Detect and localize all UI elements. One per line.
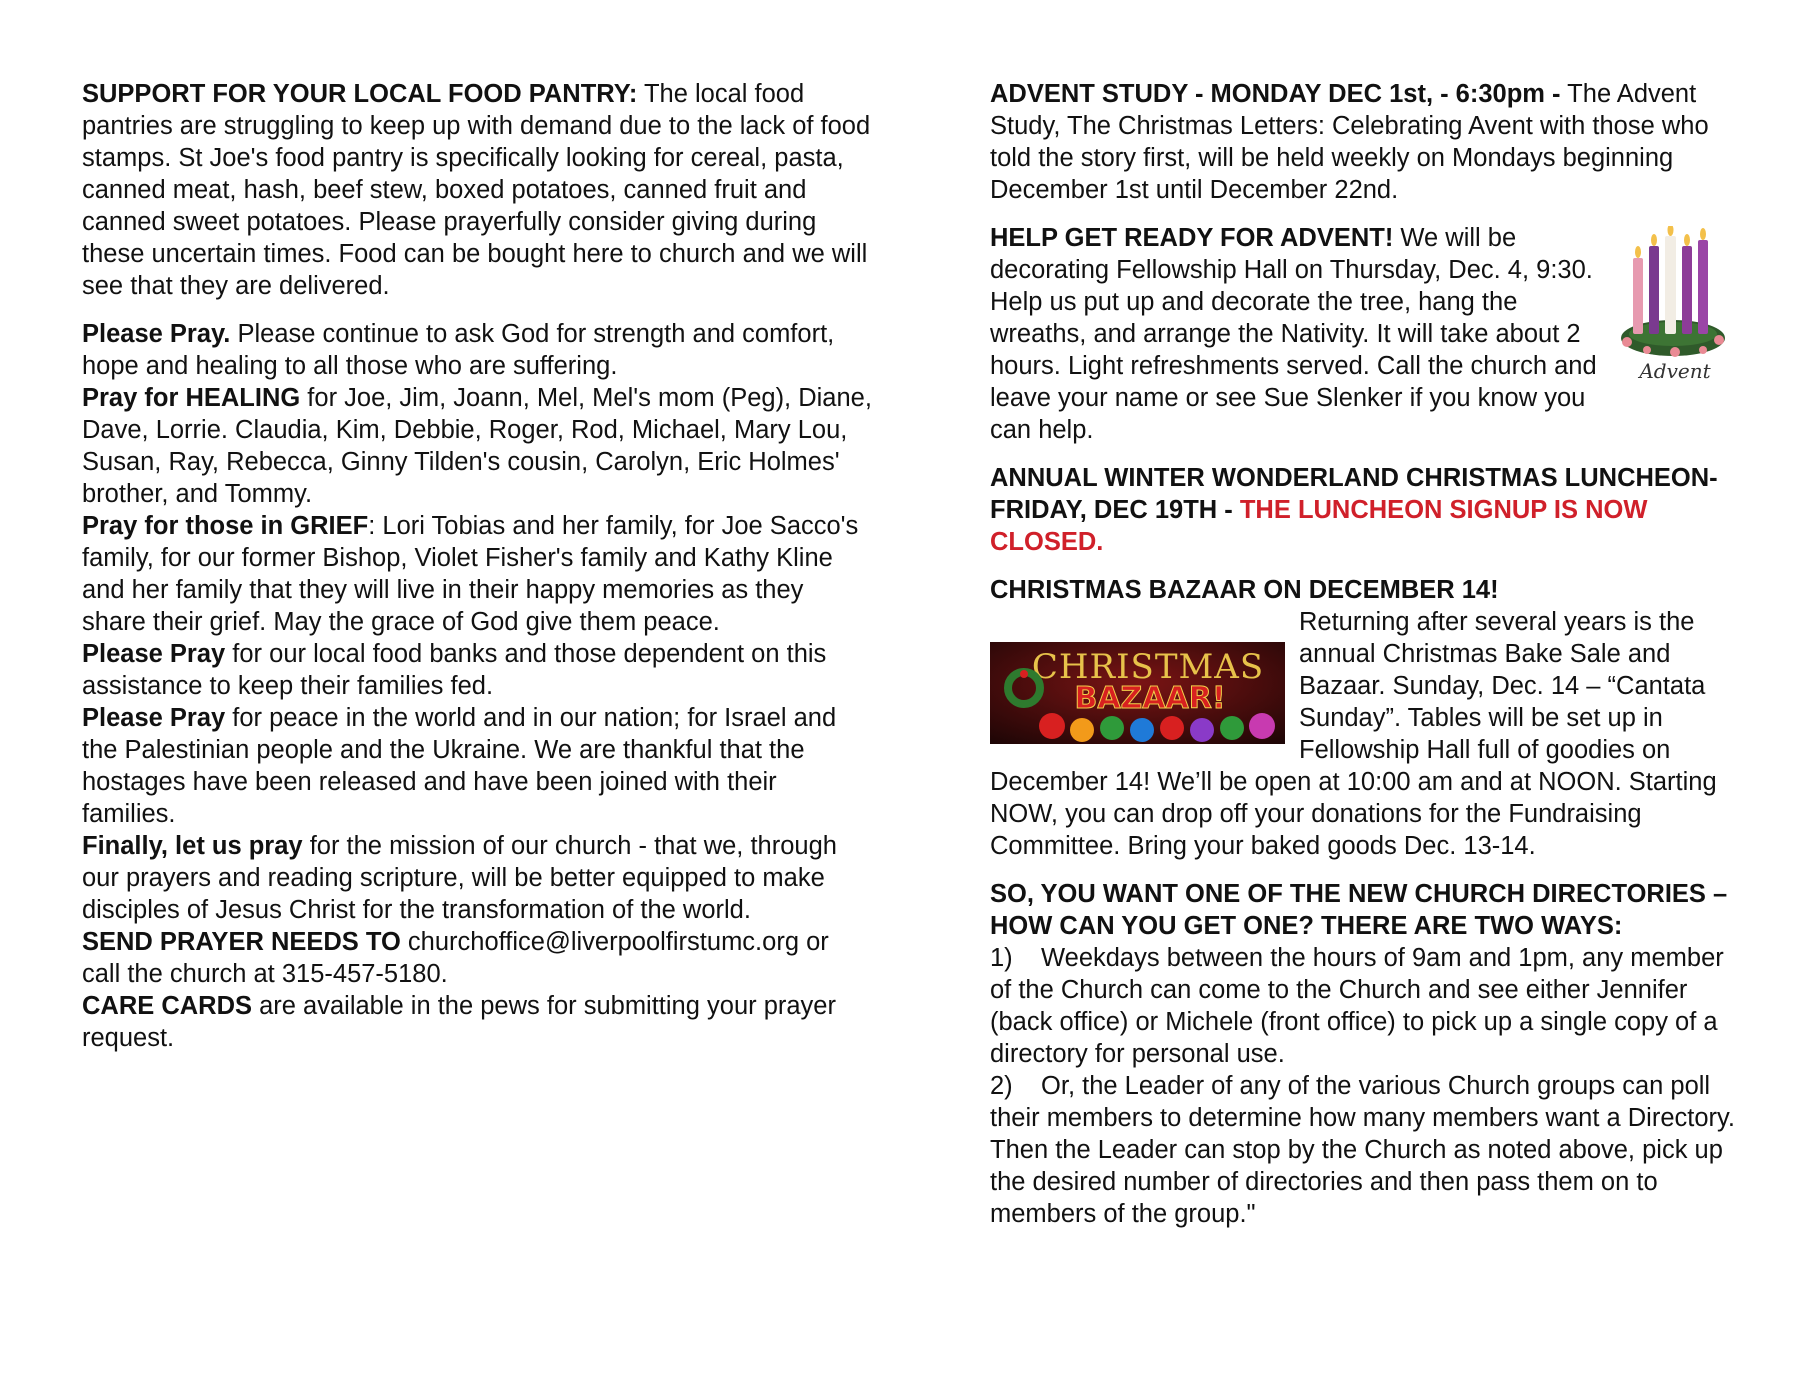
directories-heading: SO, YOU WANT ONE OF THE NEW CHURCH DIRECTORIES – HOW CAN YOU GET ONE? THERE ARE TWO WAYS:	[990, 880, 1728, 940]
mission-text: for the mission of our church - that we, through our prayers and reading scripture, will be better equipped to make disciples of Jesus Christ for the transformation of the world.	[82, 832, 837, 924]
luncheon-paragraph	[990, 462, 1735, 558]
care-cards-paragraph	[82, 990, 872, 1054]
advent-study-heading: ADVENT STUDY - MONDAY DEC 1st, - 6:30pm -	[990, 80, 1561, 108]
pantry-heading: SUPPORT FOR YOUR LOCAL FOOD PANTRY:	[82, 80, 638, 108]
help-ready-text: We will be decorating Fellowship Hall on Thursday, Dec. 4, 9:30. Help us put up and decorate the tree, hang the wreaths, and arrange the Nativity. It will take about 2 hours. Light refreshments served. Call the church and leave your name or see Sue Slenker if you know you can help.	[990, 224, 1597, 444]
peace-paragraph	[82, 702, 872, 830]
bazaar-image-line1: CHRISTMAS	[1031, 647, 1265, 687]
care-cards-heading: CARE CARDS	[82, 992, 253, 1020]
directories-list-item-1	[990, 942, 1735, 1070]
food-banks-paragraph	[82, 638, 872, 702]
advent-study-paragraph	[990, 78, 1735, 206]
peace-heading: Please Pray	[82, 704, 226, 732]
send-prayer-paragraph	[82, 926, 872, 990]
pantry-text: The local food pantries are struggling to keep up with demand due to the lack of food stamps. St Joe's food pantry is specifically looking for cereal, pasta, canned meat, hash, beef stew, boxed potatoes, canned fruit and canned sweet potatoes. Please prayerfully consider giving during these uncertain times. Food can be bought here to church and we will see that they are delivered.	[82, 80, 871, 300]
luncheon-closed-alert: THE LUNCHEON SIGNUP IS NOW CLOSED.	[990, 496, 1648, 556]
advent-wreath-image	[1613, 226, 1735, 386]
luncheon-heading: ANNUAL WINTER WONDERLAND CHRISTMAS LUNCHEON-FRIDAY, DEC 19TH -	[990, 464, 1718, 524]
grief-heading: Pray for those in GRIEF	[82, 512, 369, 540]
directories-section	[990, 878, 1735, 1230]
grief-paragraph	[82, 510, 872, 638]
help-ready-heading: HELP GET READY FOR ADVENT!	[990, 224, 1394, 252]
directories-item-2-text: Or, the Leader of any of the various Church groups can poll their members to determine how many members want a Directory. Then the Leader can stop by the Church as noted above, pick up the desired number of directories and then pass them on to members of the group."	[990, 1072, 1735, 1228]
send-prayer-text: churchoffice@liverpoolfirstumc.org or call the church at 315-457-5180.	[82, 928, 829, 988]
send-prayer-heading: SEND PRAYER NEEDS TO	[82, 928, 401, 956]
peace-text: for peace in the world and in our nation; for Israel and the Palestinian people and the Ukraine. We are thankful that the hostages have been released and have been joined with their families.	[82, 704, 837, 828]
bazaar-text: Returning after several years is the annual Christmas Bake Sale and Bazaar. Sunday, Dec. 14 – “Cantata Sunday”. Tables will be set up in Fellowship Hall full of goodies on December 14! We’ll be open at 10:00 am and at NOON. Starting NOW, you can drop off your donations for the Fundraising Committee. Bring your baked goods Dec. 13-14.	[990, 608, 1717, 860]
bazaar-image-line2: BAZAAR!	[1074, 681, 1226, 716]
directories-item-1-text: Weekdays between the hours of 9am and 1pm, any member of the Church can come to the Church and see either Jennifer (back office) or Michele (front office) to pick up a single copy of a directory for personal use.	[990, 944, 1724, 1068]
food-banks-text: for our local food banks and those dependent on this assistance to keep their families fed.	[82, 640, 827, 700]
grief-text: : Lori Tobias and her family, for Joe Sacco's family, for our former Bishop, Violet Fisher's family and Kathy Kline and her family that they will live in their happy memories as they share their grief. May the grace of God give them peace.	[82, 512, 859, 636]
pantry-paragraph	[82, 78, 872, 302]
left-column	[82, 78, 872, 1054]
pray-heading: Please Pray.	[82, 320, 231, 348]
healing-heading: Pray for HEALING	[82, 384, 301, 412]
mission-paragraph	[82, 830, 872, 926]
help-ready-section	[990, 222, 1735, 446]
pray-text: Please continue to ask God for strength and comfort, hope and healing to all those who are suffering.	[82, 320, 835, 380]
christmas-bazaar-image	[990, 642, 1285, 744]
bazaar-section	[990, 574, 1735, 862]
directories-list-item-2	[990, 1070, 1735, 1230]
healing-paragraph	[82, 382, 872, 510]
directories-item-2-number: 2)	[990, 1072, 1013, 1100]
directories-item-1-number: 1)	[990, 944, 1013, 972]
right-column	[990, 78, 1735, 1230]
healing-text: for Joe, Jim, Joann, Mel, Mel's mom (Peg), Diane, Dave, Lorrie. Claudia, Kim, Debbie, Roger, Rod, Michael, Mary Lou, Susan, Ray, Rebecca, Ginny Tilden's cousin, Carolyn, Eric Holmes' brother, and Tommy.	[82, 384, 872, 508]
care-cards-text: are available in the pews for submitting your prayer request.	[82, 992, 836, 1052]
pray-paragraph	[82, 318, 872, 382]
advent-caption: Advent	[1639, 359, 1711, 383]
advent-study-text: The Advent Study, The Christmas Letters: Celebrating Avent with those who told the story first, will be held weekly on Mondays beginning December 1st until December 22nd.	[990, 80, 1709, 204]
mission-heading: Finally, let us pray	[82, 832, 303, 860]
food-banks-heading: Please Pray	[82, 640, 226, 668]
bazaar-heading: CHRISTMAS BAZAAR ON DECEMBER 14!	[990, 576, 1499, 604]
